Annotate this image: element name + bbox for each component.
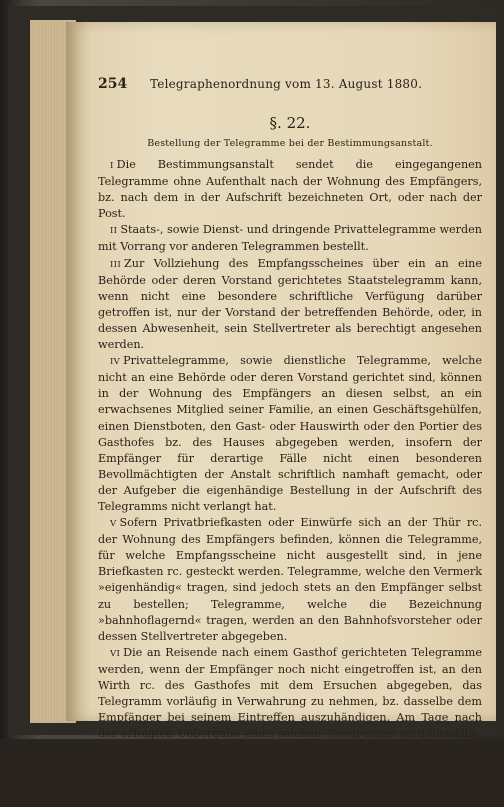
paragraph-number: V: [110, 519, 117, 530]
paragraph-number: I: [110, 161, 114, 171]
section-subtitle: Bestellung der Telegramme bei der Bestimmungsanstalt.: [147, 138, 433, 149]
paragraph: [98, 222, 482, 255]
paragraph: [98, 256, 482, 354]
paragraph-text: Privattelegramme, sowie dienstliche Telegramme, welche nicht an eine Behörde oder deren Vorstand gerichtet sind, können in der Wohnung des Empfängers an diesen selbst, an ein erwachsenes Mitglied seiner Familie, an einen Geschäftsgehülfen, einen Dienstboten, den Gast- oder Hauswirth oder den Portier des Gasthofes bz. des Hauses abgegeben werden, insofern der Empfänger für derartige Fälle nicht einen besonderen Bevollmächtigten der Anstalt schriftlich namhaft gemacht, oder der Aufgeber die eigenhändige Bestellung in der Aufschrift des Telegramms nicht verlangt hat.: [98, 354, 482, 513]
paragraph-text: Zur Vollziehung des Empfangsscheines über ein an eine Behörde oder deren Vorstand gerichtetes Staatstelegramm kann, wenn nicht eine besondere schriftliche Verfügung darüber getroffen ist, nur der Vorstand der betreffenden Behörde, oder, in dessen Abwesenheit, sein Stellvertreter als berechtigt angesehen werden.: [98, 256, 482, 352]
paragraph: [98, 353, 482, 515]
paragraph-number: II: [110, 226, 118, 237]
running-head: [98, 76, 482, 92]
section-heading: §. 22.: [269, 114, 311, 132]
paragraph: [98, 157, 482, 222]
paragraph-number: VI: [110, 648, 121, 659]
page-number: 254: [98, 76, 128, 92]
paragraph: [98, 645, 482, 807]
paragraph-text: Die Bestimmungsanstalt sendet die eingegangenen Telegramme ohne Aufenthalt nach der Wohnung des Empfängers, bz. nach dem in der Aufschrift bezeichneten Ort, oder nach der Post.: [98, 158, 482, 221]
page-content: [98, 76, 482, 807]
paragraph-text: Die an Reisende nach einem Gasthof gerichteten Telegramme werden, wenn der Empfänger noch nicht eingetroffen ist, an den Wirth rc. des Gasthofes mit dem Ersuchen abgegeben, das Telegramm vorläufig in Verwahrung zu nehmen, bz. dasselbe dem Empfänger bei seinem Eintreffen auszuhändigen. Am Tage nach der erfolgten Uebergabe eines solchen Telegramms wird dasselbe, wenn die Uebergabe an den Empfänger inzwischen nicht hat bewirkt werden können, durch einen Boten gegen Hinterlassung eines Benachrichtigungszettels wieder abgeholt und zur Verkehrsanstalt zurückgebracht.: [98, 645, 482, 805]
paragraph-number: III: [110, 259, 121, 270]
paragraphs: [98, 157, 482, 807]
paragraph: [98, 515, 482, 645]
paragraph-text: Sofern Privatbriefkasten oder Einwürfe sich an der Thür rc. der Wohnung des Empfängers befinden, können die Telegramme, für welche Empfangsscheine nicht ausgestellt sind, in jene Briefkasten rc. gesteckt werden. Telegramme, welche den Vermerk »eigenhändig« tragen, sind jedoch stets an den Empfänger selbst zu bestellen; Telegramme, welche die Bezeichnung »bahnhoflagernd« tragen, werden an den Bahnhofsvorsteher oder dessen Stellvertreter abgegeben.: [98, 516, 482, 643]
running-title: Telegraphenordnung vom 13. August 1880.: [150, 77, 423, 91]
paragraph-number: IV: [110, 357, 121, 368]
paragraph-text: Staats-, sowie Dienst- und dringende Privattelegramme werden mit Vorrang vor anderen Telegrammen bestellt.: [98, 223, 482, 254]
